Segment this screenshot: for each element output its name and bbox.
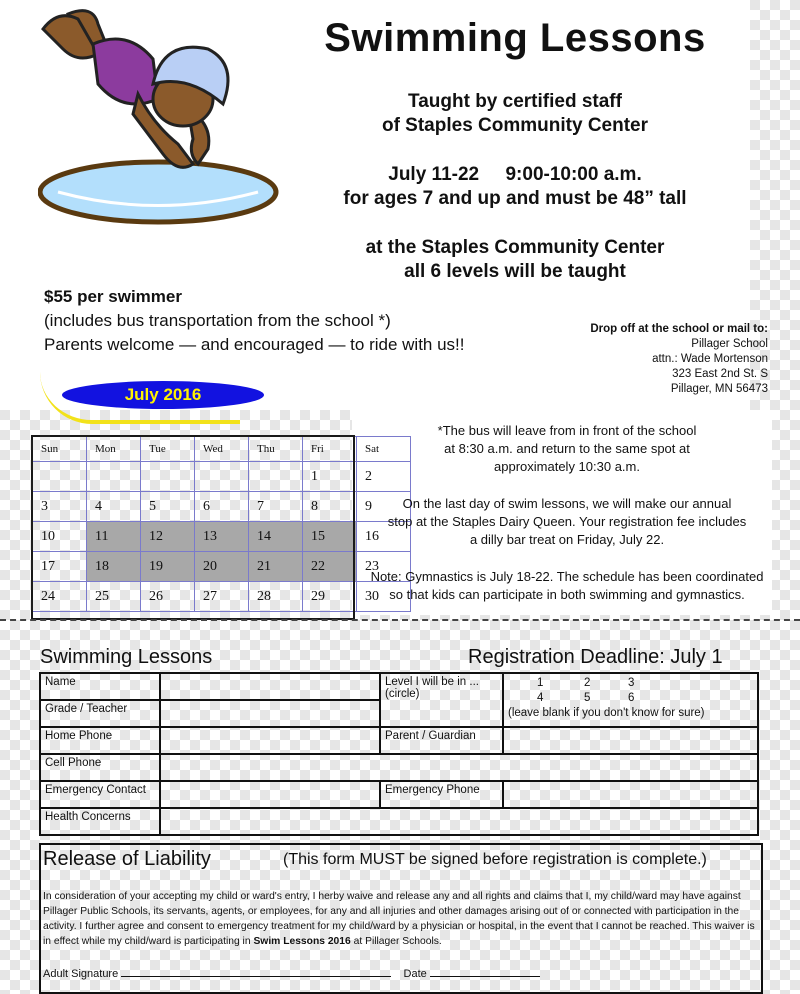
location-line-2: all 6 levels will be taught	[404, 261, 626, 282]
level-label-cell	[380, 673, 503, 727]
calendar-day: 3	[33, 492, 87, 522]
name-field[interactable]	[160, 673, 380, 700]
calendar-week	[33, 462, 411, 492]
mail-line-3: 323 East 2nd St. S	[672, 368, 768, 380]
registration-form	[39, 672, 759, 836]
calendar-day: 10	[33, 522, 87, 552]
calendar-day	[87, 462, 141, 492]
date-field[interactable]	[430, 964, 540, 977]
dairy-queen-note	[362, 495, 772, 549]
emergency-contact-field[interactable]	[160, 781, 380, 808]
mail-line-2: attn.: Wade Mortenson	[652, 353, 768, 365]
calendar-header-row	[33, 437, 411, 462]
health-field[interactable]	[160, 808, 758, 835]
cell-phone-field[interactable]	[160, 754, 758, 781]
ages-line: for ages 7 and up and must be 48” tall	[343, 188, 687, 209]
level-note: (leave blank if you don't know for sure)	[508, 707, 705, 719]
mail-heading: Drop off at the school or mail to:	[590, 323, 768, 335]
bus-note	[362, 422, 772, 476]
calendar-day	[249, 462, 303, 492]
level-circle-label: (circle)	[385, 688, 420, 700]
day-header: Mon	[87, 437, 141, 462]
form-row	[40, 727, 758, 754]
lesson-day: 20	[195, 552, 249, 582]
level-option[interactable]: 6	[628, 692, 635, 704]
mail-address-block	[590, 322, 768, 397]
form-row	[40, 808, 758, 835]
day-header: Wed	[195, 437, 249, 462]
bus-note-line: at 8:30 a.m. and return to the same spot at	[444, 441, 690, 456]
level-option[interactable]: 2	[584, 677, 591, 689]
level-option[interactable]: 1	[537, 677, 544, 689]
dq-note-line: stop at the Staples Dairy Queen. Your registration fee includes	[387, 514, 747, 529]
calendar-week	[33, 492, 411, 522]
lesson-day: 21	[249, 552, 303, 582]
day-header: Sat	[357, 437, 411, 462]
level-option[interactable]: 4	[537, 692, 544, 704]
gym-note-line: Note: Gymnastics is July 18-22. The schedule has been coordinated	[370, 569, 764, 584]
calendar-day: 26	[141, 582, 195, 612]
dates-line: July 11-22 9:00-10:00 a.m.	[388, 164, 642, 185]
home-phone-label: Home Phone	[40, 727, 160, 754]
calendar-day: 16	[357, 522, 411, 552]
release-notice: (This form MUST be signed before registration is complete.)	[283, 851, 707, 868]
calendar-week	[33, 552, 411, 582]
emergency-contact-label: Emergency Contact	[40, 781, 160, 808]
calendar-week	[33, 582, 411, 612]
calendar-grid	[32, 436, 411, 612]
level-option[interactable]: 5	[584, 692, 591, 704]
gymnastics-note	[362, 568, 772, 604]
calendar-day: 30	[357, 582, 411, 612]
day-header: Fri	[303, 437, 357, 462]
price-note-1: (includes bus transportation from the school *)	[44, 311, 391, 330]
calendar-day: 27	[195, 582, 249, 612]
lesson-day: 12	[141, 522, 195, 552]
form-row	[40, 754, 758, 781]
release-text-body: In consideration of your accepting my child or ward's entry, I herby waive and release any and all rights and claims that I, my child/ward may have against Pillager Public Schools, its servants, agents, or employees, for any and all injuries and other damages arising out of or connected with participation in the activity. I further agree and consent to emergency treatment for my child/ward by a physician or hospital, in the event that I cannot be reached. This waiver is in effect while my child/ward is participating in	[43, 891, 755, 947]
registration-deadline: Registration Deadline: July 1	[468, 646, 723, 668]
mail-line-4: Pillager, MN 56473	[670, 383, 768, 395]
lesson-day: 13	[195, 522, 249, 552]
calendar-day: 1	[303, 462, 357, 492]
bus-note-line: approximately 10:30 a.m.	[494, 459, 640, 474]
price-note-2: Parents welcome — and encouraged — to ride with us!!	[44, 335, 465, 354]
calendar-day: 4	[87, 492, 141, 522]
name-label: Name	[40, 673, 160, 700]
home-phone-field[interactable]	[160, 727, 380, 754]
month-badge: July 2016	[62, 381, 264, 409]
calendar-day: 5	[141, 492, 195, 522]
form-row	[40, 781, 758, 808]
lesson-day: 22	[303, 552, 357, 582]
emergency-phone-field[interactable]	[503, 781, 758, 808]
calendar-day: 24	[33, 582, 87, 612]
staff-line-2: of Staples Community Center	[381, 115, 649, 136]
staff-line-1: Taught by certified staff	[408, 91, 622, 112]
calendar-day: 6	[195, 492, 249, 522]
bus-note-line: *The bus will leave from in front of the school	[437, 423, 697, 438]
flyer-title: Swimming Lessons	[324, 16, 706, 60]
day-header: Sun	[33, 437, 87, 462]
grade-label: Grade / Teacher	[40, 700, 160, 727]
lesson-day: 11	[87, 522, 141, 552]
level-choice-cell[interactable]	[503, 673, 758, 727]
release-program: Swim Lessons 2016	[253, 936, 351, 947]
location-line-1: at the Staples Community Center	[365, 237, 665, 258]
lesson-day: 14	[249, 522, 303, 552]
signature-field[interactable]	[121, 964, 391, 977]
health-label: Health Concerns	[40, 808, 160, 835]
day-header: Tue	[141, 437, 195, 462]
lesson-day: 18	[87, 552, 141, 582]
signature-row	[43, 964, 540, 980]
calendar-day: 25	[87, 582, 141, 612]
price-amount: $55 per swimmer	[44, 287, 182, 306]
calendar-day: 7	[249, 492, 303, 522]
swimmer-diving-illustration	[38, 4, 283, 229]
calendar-day	[141, 462, 195, 492]
calendar-day: 9	[357, 492, 411, 522]
cut-line	[0, 619, 800, 621]
release-text-end: at Pillager Schools.	[353, 936, 442, 947]
calendar-day: 2	[357, 462, 411, 492]
parent-field[interactable]	[503, 727, 758, 754]
mail-line-1: Pillager School	[691, 338, 768, 350]
date-label: Date	[403, 968, 427, 980]
gym-note-line: so that kids can participate in both swimming and gymnastics.	[389, 587, 745, 602]
calendar-day: 23	[357, 552, 411, 582]
calendar-day: 17	[33, 552, 87, 582]
signature-label: Adult Signature	[43, 968, 119, 980]
form-row	[40, 673, 758, 700]
release-text	[43, 889, 757, 949]
release-heading: Release of Liability	[43, 848, 211, 870]
cell-phone-label: Cell Phone	[40, 754, 160, 781]
dq-note-line: On the last day of swim lessons, we will make our annual	[402, 496, 732, 511]
price-block	[44, 285, 465, 357]
lesson-day: 19	[141, 552, 195, 582]
grade-field[interactable]	[160, 700, 380, 727]
form-heading: Swimming Lessons	[40, 646, 213, 668]
calendar-day: 29	[303, 582, 357, 612]
calendar-day: 28	[249, 582, 303, 612]
dq-note-line: a dilly bar treat on Friday, July 22.	[469, 532, 665, 547]
emergency-phone-label: Emergency Phone	[380, 781, 503, 808]
day-header: Thu	[249, 437, 303, 462]
calendar-day	[195, 462, 249, 492]
calendar-day: 8	[303, 492, 357, 522]
calendar-week	[33, 522, 411, 552]
lesson-day: 15	[303, 522, 357, 552]
parent-label: Parent / Guardian	[380, 727, 503, 754]
level-option[interactable]: 3	[628, 677, 635, 689]
calendar-day	[33, 462, 87, 492]
level-label: Level I will be in ...	[385, 676, 479, 688]
